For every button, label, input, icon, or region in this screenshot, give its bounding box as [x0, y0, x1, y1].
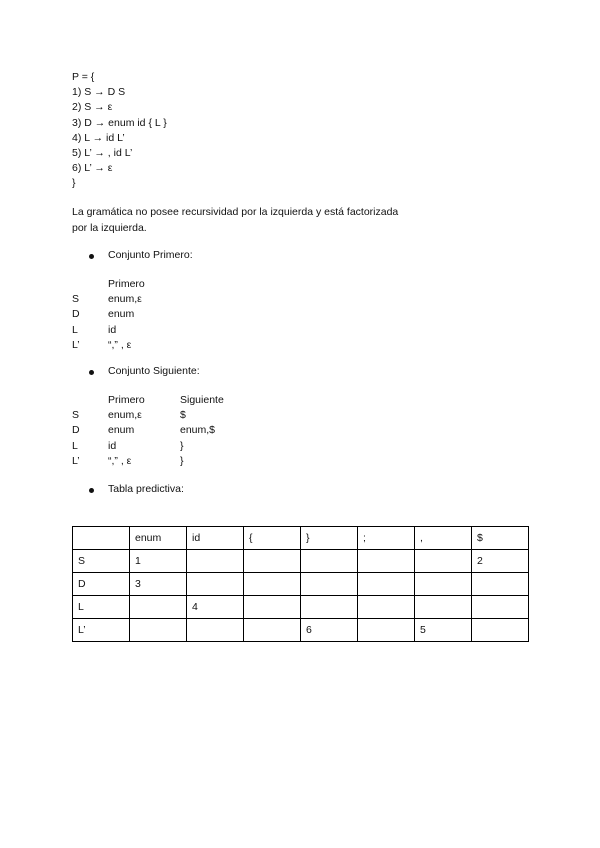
- primero-value: “,” , ε: [108, 454, 132, 467]
- primero-header: Primero: [108, 394, 145, 406]
- siguiente-value: }: [180, 439, 184, 452]
- table-header-cell: enum: [130, 527, 187, 550]
- predictive-table: [72, 526, 529, 642]
- table-cell: [472, 596, 529, 619]
- paragraph-line: La gramática no posee recursividad por la izquierda y está factorizada: [72, 206, 399, 218]
- table-cell: [187, 619, 244, 642]
- primero-value: enum: [108, 308, 135, 321]
- nonterminal: S: [72, 293, 80, 306]
- production-line: }: [72, 177, 76, 190]
- table-cell: [187, 573, 244, 596]
- table-cell: D: [73, 573, 130, 596]
- primero-value: enum,ε: [108, 293, 142, 306]
- bullet-dot-icon: [89, 254, 94, 259]
- table-cell: [301, 573, 358, 596]
- paragraph-line: por la izquierda.: [72, 221, 147, 234]
- production-line: 3) D → enum id { L }: [72, 116, 167, 129]
- table-cell: [358, 619, 415, 642]
- table-cell: 6: [301, 619, 358, 642]
- table-cell: 4: [187, 596, 244, 619]
- table-header-cell: [73, 527, 130, 550]
- siguiente-header: Siguiente: [180, 394, 224, 406]
- grammar-paragraph: [72, 205, 432, 236]
- primero-value: id: [108, 323, 117, 336]
- bullet-dot-icon: [89, 370, 94, 375]
- table-header-cell: ,: [415, 527, 472, 550]
- table-cell: [415, 573, 472, 596]
- production-line: 5) L’ → , id L’: [72, 147, 133, 160]
- production-line: 1) S → D S: [72, 86, 126, 99]
- primero-value: “,” , ε: [108, 338, 132, 351]
- table-cell: [472, 619, 529, 642]
- nonterminal: D: [72, 424, 80, 437]
- table-row: [73, 619, 529, 642]
- bullet-label: Conjunto Primero:: [108, 249, 193, 261]
- table-row: [73, 573, 529, 596]
- nonterminal: L’: [72, 338, 80, 351]
- nonterminal: L: [72, 439, 78, 452]
- nonterminal: D: [72, 308, 80, 321]
- table-header-row: [73, 527, 529, 550]
- table-cell: [130, 619, 187, 642]
- primero-header: Primero: [108, 278, 145, 290]
- primero-value: id: [108, 439, 117, 452]
- table-cell: [244, 619, 301, 642]
- primero-value: enum: [108, 424, 135, 437]
- production-line: 2) S → ε: [72, 101, 113, 114]
- table-header-cell: ;: [358, 527, 415, 550]
- table-header-cell: id: [187, 527, 244, 550]
- production-line: 6) L’ → ε: [72, 162, 113, 175]
- nonterminal: L’: [72, 454, 80, 467]
- table-cell: L: [73, 596, 130, 619]
- table-header-cell: {: [244, 527, 301, 550]
- table-cell: [187, 550, 244, 573]
- table-cell: [358, 596, 415, 619]
- table-cell: L’: [73, 619, 130, 642]
- table-cell: 2: [472, 550, 529, 573]
- siguiente-value: }: [180, 454, 184, 467]
- table-row: [73, 550, 529, 573]
- primero-value: enum,ε: [108, 409, 142, 422]
- table-cell: [415, 596, 472, 619]
- table-cell: [244, 596, 301, 619]
- production-line: P = {: [72, 71, 95, 83]
- table-cell: S: [73, 550, 130, 573]
- siguiente-value: $: [180, 409, 186, 422]
- nonterminal: S: [72, 409, 80, 422]
- table-cell: 5: [415, 619, 472, 642]
- table-cell: 3: [130, 573, 187, 596]
- table-cell: [358, 573, 415, 596]
- nonterminal: L: [72, 323, 78, 336]
- table-cell: [244, 573, 301, 596]
- table-cell: [301, 550, 358, 573]
- production-line: 4) L → id L’: [72, 131, 125, 144]
- table-cell: [415, 550, 472, 573]
- table-cell: 1: [130, 550, 187, 573]
- table-header-cell: }: [301, 527, 358, 550]
- table-cell: [358, 550, 415, 573]
- table-header-cell: $: [472, 527, 529, 550]
- bullet-dot-icon: [89, 488, 94, 493]
- bullet-label: Conjunto Siguiente:: [108, 365, 200, 377]
- table-cell: [130, 596, 187, 619]
- table-cell: [472, 573, 529, 596]
- table-row: [73, 596, 529, 619]
- table-cell: [301, 596, 358, 619]
- bullet-label: Tabla predictiva:: [108, 483, 184, 495]
- siguiente-value: enum,$: [180, 424, 216, 437]
- table-cell: [244, 550, 301, 573]
- productions-block: [72, 70, 167, 192]
